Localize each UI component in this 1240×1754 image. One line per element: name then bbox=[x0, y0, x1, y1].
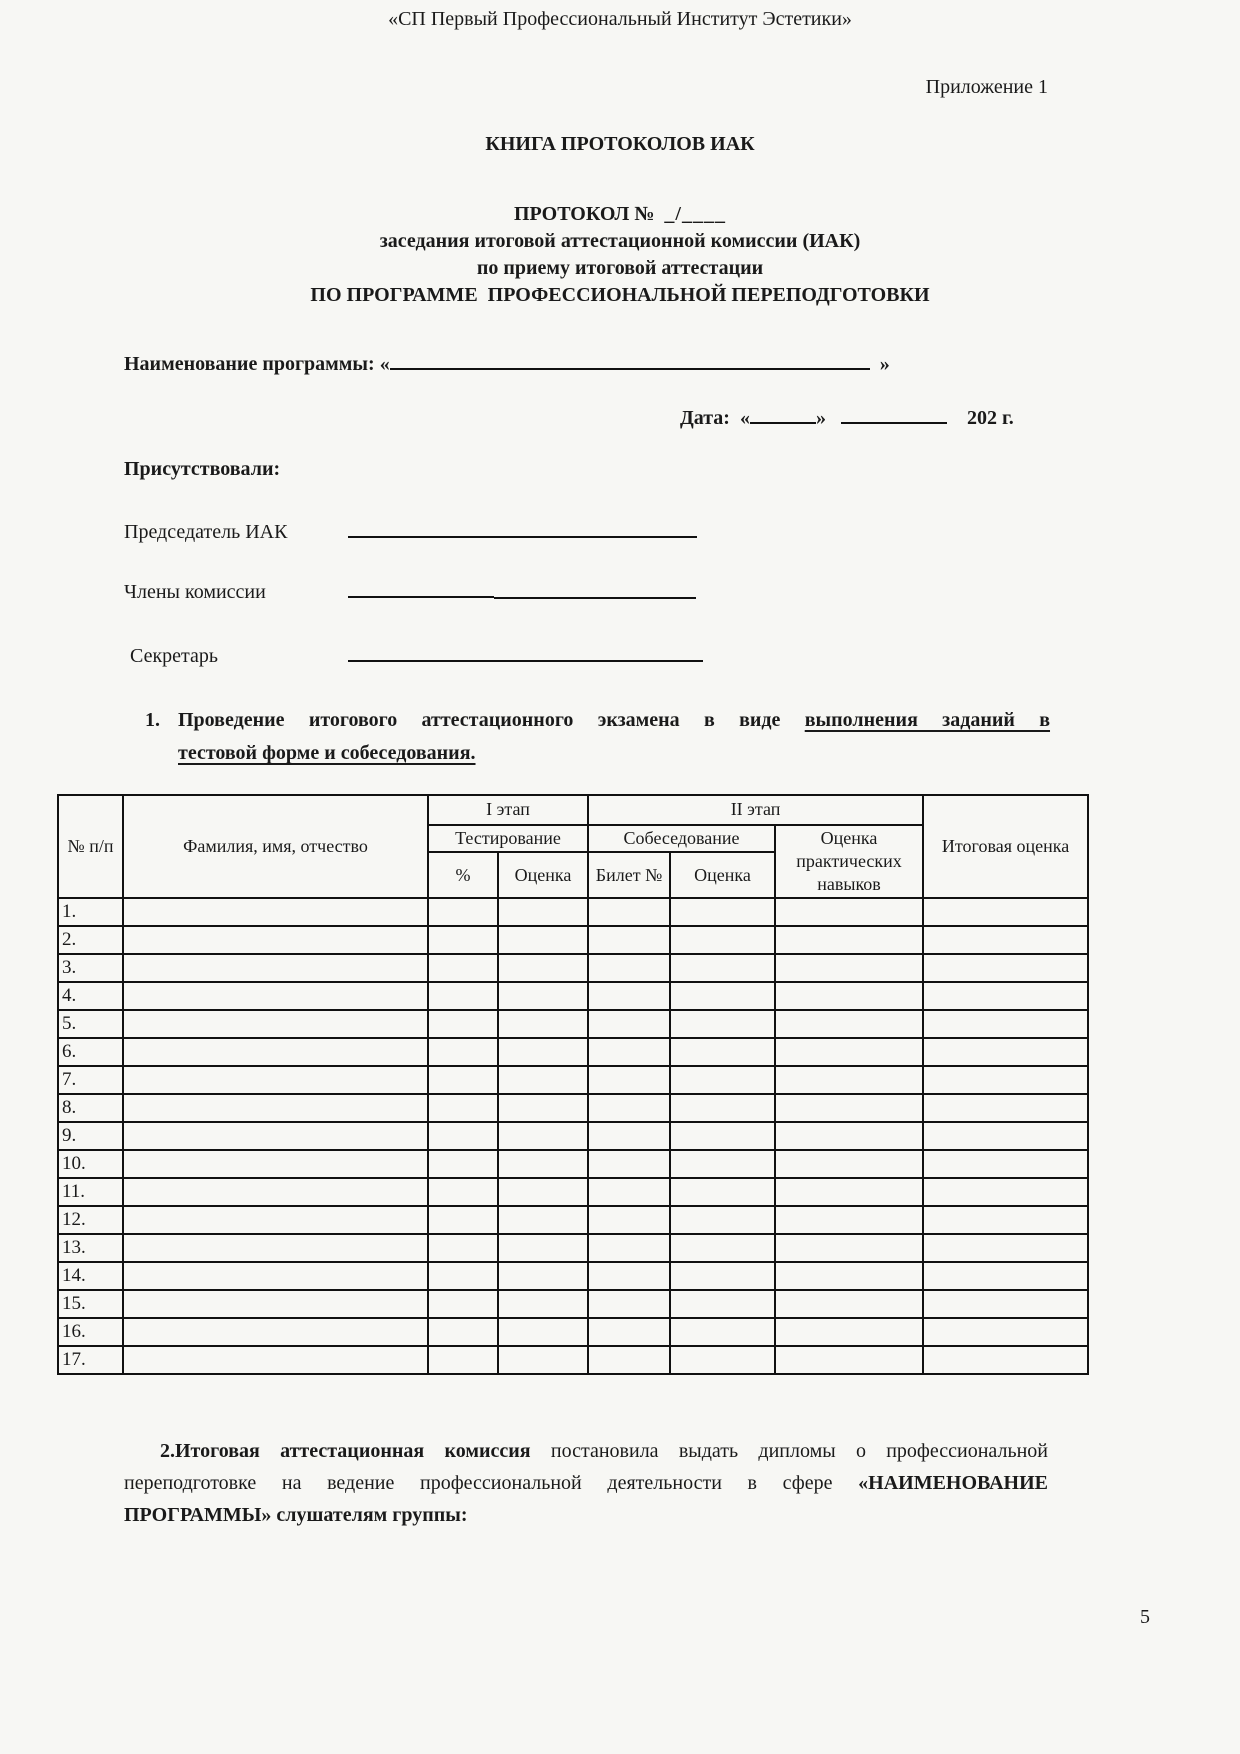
empty-cell bbox=[775, 982, 923, 1010]
empty-cell bbox=[428, 1094, 498, 1122]
item1-underlined-1: выполнения заданий в bbox=[804, 709, 1051, 731]
empty-cell bbox=[923, 1206, 1088, 1234]
col-header-grade-test: Оценка bbox=[498, 852, 588, 898]
secretary-signature-blank bbox=[348, 640, 703, 662]
organization-header: «СП Первый Профессиональный Институт Эстетики» bbox=[388, 8, 852, 30]
table-row bbox=[58, 1234, 1088, 1262]
empty-cell bbox=[123, 1206, 428, 1234]
empty-cell bbox=[428, 1206, 498, 1234]
empty-cell bbox=[428, 898, 498, 926]
empty-cell bbox=[498, 1150, 588, 1178]
book-title: КНИГА ПРОТОКОЛОВ ИАК bbox=[485, 133, 755, 155]
empty-cell bbox=[428, 1290, 498, 1318]
table-row bbox=[58, 1346, 1088, 1374]
row-number-cell: 13. bbox=[58, 1234, 123, 1262]
empty-cell bbox=[670, 926, 775, 954]
annex-label: Приложение 1 bbox=[925, 76, 1048, 98]
empty-cell bbox=[123, 1262, 428, 1290]
empty-cell bbox=[428, 982, 498, 1010]
empty-cell bbox=[923, 1122, 1088, 1150]
empty-cell bbox=[775, 1178, 923, 1206]
empty-cell bbox=[775, 1038, 923, 1066]
item2-plain-2: переподготовке на ведение профессиональной деятельности в сфере bbox=[124, 1472, 833, 1495]
table-row bbox=[58, 1178, 1088, 1206]
empty-cell bbox=[588, 926, 670, 954]
program-close-quote: » bbox=[879, 353, 890, 375]
program-name-line bbox=[124, 348, 1240, 376]
empty-cell bbox=[123, 1038, 428, 1066]
empty-cell bbox=[588, 898, 670, 926]
empty-cell bbox=[588, 1234, 670, 1262]
col-header-num: № п/п bbox=[58, 795, 123, 898]
empty-cell bbox=[923, 1290, 1088, 1318]
item1-line1 bbox=[178, 704, 1050, 737]
empty-cell bbox=[498, 1122, 588, 1150]
empty-cell bbox=[498, 1010, 588, 1038]
empty-cell bbox=[498, 1318, 588, 1346]
empty-cell bbox=[588, 1346, 670, 1374]
date-close-quote: » bbox=[815, 407, 826, 429]
chairman-label: Председатель ИАК bbox=[124, 521, 288, 543]
members-row bbox=[124, 576, 1240, 604]
protocol-title-line bbox=[0, 203, 1240, 226]
empty-cell bbox=[498, 1346, 588, 1374]
empty-cell bbox=[123, 1150, 428, 1178]
empty-cell bbox=[775, 1290, 923, 1318]
empty-cell bbox=[123, 954, 428, 982]
empty-cell bbox=[588, 1178, 670, 1206]
empty-cell bbox=[670, 1066, 775, 1094]
chairman-signature-blank bbox=[348, 516, 697, 538]
empty-cell bbox=[923, 1094, 1088, 1122]
empty-cell bbox=[775, 1066, 923, 1094]
table-row bbox=[58, 926, 1088, 954]
item1-lead-text: Проведение итогового аттестационного экзамена в виде bbox=[178, 709, 781, 731]
empty-cell bbox=[588, 1318, 670, 1346]
row-number-cell: 1. bbox=[58, 898, 123, 926]
row-number-cell: 3. bbox=[58, 954, 123, 982]
col-header-interview: Собеседование bbox=[588, 825, 775, 852]
empty-cell bbox=[123, 1346, 428, 1374]
item1-line2 bbox=[178, 737, 1050, 770]
results-table-body bbox=[58, 898, 1088, 1374]
row-number-cell: 10. bbox=[58, 1150, 123, 1178]
item2-line1 bbox=[124, 1435, 1048, 1467]
empty-cell bbox=[923, 1038, 1088, 1066]
empty-cell bbox=[498, 1178, 588, 1206]
empty-cell bbox=[670, 1010, 775, 1038]
empty-cell bbox=[923, 1234, 1088, 1262]
empty-cell bbox=[588, 1150, 670, 1178]
empty-cell bbox=[775, 898, 923, 926]
empty-cell bbox=[498, 982, 588, 1010]
row-number-cell: 5. bbox=[58, 1010, 123, 1038]
empty-cell bbox=[670, 954, 775, 982]
date-open-quote: « bbox=[739, 407, 750, 429]
protocol-subtitle-1: заседания итоговой аттестационной комиссии (ИАК) bbox=[379, 230, 861, 252]
row-number-cell: 15. bbox=[58, 1290, 123, 1318]
row-number-cell: 9. bbox=[58, 1122, 123, 1150]
empty-cell bbox=[775, 1094, 923, 1122]
members-signature-blank-2 bbox=[494, 577, 696, 599]
table-row bbox=[58, 954, 1088, 982]
item1-underlined-2: тестовой форме и собеседования. bbox=[178, 742, 476, 764]
empty-cell bbox=[923, 1318, 1088, 1346]
empty-cell bbox=[775, 1234, 923, 1262]
table-row bbox=[58, 1206, 1088, 1234]
empty-cell bbox=[588, 1038, 670, 1066]
table-row bbox=[58, 1290, 1088, 1318]
chairman-row bbox=[124, 516, 1240, 544]
col-header-ticket: Билет № bbox=[588, 852, 670, 898]
protocol-subtitle-2: по приему итоговой аттестации bbox=[476, 257, 764, 279]
empty-cell bbox=[428, 1346, 498, 1374]
empty-cell bbox=[588, 1290, 670, 1318]
empty-cell bbox=[428, 1038, 498, 1066]
empty-cell bbox=[775, 1206, 923, 1234]
item2-bold-program-2: ПРОГРАММЫ» слушателям группы: bbox=[124, 1504, 468, 1527]
empty-cell bbox=[498, 1038, 588, 1066]
empty-cell bbox=[670, 898, 775, 926]
empty-cell bbox=[775, 1010, 923, 1038]
date-line bbox=[680, 402, 1240, 430]
empty-cell bbox=[123, 898, 428, 926]
empty-cell bbox=[498, 898, 588, 926]
members-signature-blank-1 bbox=[348, 576, 494, 598]
empty-cell bbox=[588, 954, 670, 982]
row-number-cell: 8. bbox=[58, 1094, 123, 1122]
attendees-title: Присутствовали: bbox=[124, 458, 281, 480]
empty-cell bbox=[588, 1122, 670, 1150]
empty-cell bbox=[428, 1150, 498, 1178]
empty-cell bbox=[498, 1094, 588, 1122]
empty-cell bbox=[498, 954, 588, 982]
date-label: Дата: bbox=[680, 407, 730, 429]
table-row bbox=[58, 1038, 1088, 1066]
table-row bbox=[58, 1262, 1088, 1290]
empty-cell bbox=[428, 1122, 498, 1150]
item2-bold-program-1: «НАИМЕНОВАНИЕ bbox=[858, 1472, 1049, 1495]
empty-cell bbox=[498, 1290, 588, 1318]
row-number-cell: 6. bbox=[58, 1038, 123, 1066]
empty-cell bbox=[670, 1234, 775, 1262]
empty-cell bbox=[670, 1094, 775, 1122]
empty-cell bbox=[498, 1206, 588, 1234]
protocol-title: ПРОТОКОЛ № bbox=[514, 203, 655, 225]
secretary-row bbox=[124, 640, 1240, 668]
row-number-cell: 12. bbox=[58, 1206, 123, 1234]
table-row bbox=[58, 1122, 1088, 1150]
empty-cell bbox=[670, 1318, 775, 1346]
row-number-cell: 11. bbox=[58, 1178, 123, 1206]
empty-cell bbox=[123, 1178, 428, 1206]
empty-cell bbox=[428, 1066, 498, 1094]
empty-cell bbox=[123, 926, 428, 954]
empty-cell bbox=[775, 1346, 923, 1374]
col-header-grade-interview: Оценка bbox=[670, 852, 775, 898]
members-label: Члены комиссии bbox=[124, 581, 266, 603]
empty-cell bbox=[923, 982, 1088, 1010]
item2-line2 bbox=[124, 1467, 1048, 1499]
table-row bbox=[58, 1066, 1088, 1094]
empty-cell bbox=[428, 1318, 498, 1346]
col-header-stage1: I этап bbox=[428, 795, 588, 825]
empty-cell bbox=[670, 1346, 775, 1374]
empty-cell bbox=[923, 1066, 1088, 1094]
item2-paragraph bbox=[124, 1435, 1048, 1531]
col-header-final: Итоговая оценка bbox=[923, 795, 1088, 898]
row-number-cell: 4. bbox=[58, 982, 123, 1010]
empty-cell bbox=[670, 1150, 775, 1178]
item2-line3 bbox=[124, 1499, 1048, 1531]
empty-cell bbox=[775, 1122, 923, 1150]
empty-cell bbox=[923, 926, 1088, 954]
empty-cell bbox=[428, 1010, 498, 1038]
date-day-blank bbox=[750, 402, 816, 424]
empty-cell bbox=[775, 1150, 923, 1178]
empty-cell bbox=[123, 1094, 428, 1122]
row-number-cell: 16. bbox=[58, 1318, 123, 1346]
empty-cell bbox=[588, 1066, 670, 1094]
col-header-percent: % bbox=[428, 852, 498, 898]
table-row bbox=[58, 1150, 1088, 1178]
col-header-name: Фамилия, имя, отчество bbox=[123, 795, 428, 898]
col-header-practical: Оценка практических навыков bbox=[775, 825, 923, 898]
empty-cell bbox=[498, 1066, 588, 1094]
empty-cell bbox=[123, 1066, 428, 1094]
empty-cell bbox=[498, 926, 588, 954]
date-year: 202 г. bbox=[966, 407, 1014, 429]
empty-cell bbox=[428, 954, 498, 982]
empty-cell bbox=[670, 982, 775, 1010]
table-row bbox=[58, 1094, 1088, 1122]
empty-cell bbox=[123, 1290, 428, 1318]
empty-cell bbox=[923, 898, 1088, 926]
empty-cell bbox=[498, 1262, 588, 1290]
empty-cell bbox=[670, 1290, 775, 1318]
empty-cell bbox=[670, 1122, 775, 1150]
item2-bold-lead: 2.Итоговая аттестационная комиссия bbox=[160, 1440, 531, 1463]
table-row bbox=[58, 982, 1088, 1010]
empty-cell bbox=[588, 982, 670, 1010]
empty-cell bbox=[670, 1178, 775, 1206]
item2-plain-1: постановила выдать дипломы о профессиональной bbox=[550, 1440, 1048, 1463]
empty-cell bbox=[923, 1178, 1088, 1206]
empty-cell bbox=[923, 954, 1088, 982]
empty-cell bbox=[588, 1262, 670, 1290]
row-number-cell: 14. bbox=[58, 1262, 123, 1290]
empty-cell bbox=[775, 926, 923, 954]
empty-cell bbox=[923, 1010, 1088, 1038]
empty-cell bbox=[588, 1010, 670, 1038]
results-table bbox=[57, 794, 1089, 1375]
empty-cell bbox=[588, 1094, 670, 1122]
empty-cell bbox=[923, 1262, 1088, 1290]
empty-cell bbox=[923, 1150, 1088, 1178]
table-header-row-1 bbox=[58, 795, 1088, 825]
page-number: 5 bbox=[1140, 1606, 1150, 1628]
empty-cell bbox=[775, 1318, 923, 1346]
empty-cell bbox=[775, 954, 923, 982]
col-header-stage2: II этап bbox=[588, 795, 923, 825]
empty-cell bbox=[775, 1262, 923, 1290]
item1-paragraph bbox=[145, 704, 1051, 770]
item1-number: 1. bbox=[145, 709, 160, 731]
row-number-cell: 2. bbox=[58, 926, 123, 954]
empty-cell bbox=[498, 1234, 588, 1262]
secretary-label: Секретарь bbox=[130, 645, 219, 667]
table-row bbox=[58, 1010, 1088, 1038]
empty-cell bbox=[123, 1234, 428, 1262]
empty-cell bbox=[123, 1010, 428, 1038]
protocol-subtitle-3: ПО ПРОГРАММЕ ПРОФЕССИОНАЛЬНОЙ ПЕРЕПОДГОТОВКИ bbox=[310, 284, 930, 306]
empty-cell bbox=[670, 1262, 775, 1290]
table-row bbox=[58, 1318, 1088, 1346]
empty-cell bbox=[428, 1234, 498, 1262]
protocol-number-blank: _/____ bbox=[664, 203, 726, 225]
empty-cell bbox=[428, 1178, 498, 1206]
empty-cell bbox=[670, 1206, 775, 1234]
empty-cell bbox=[670, 1038, 775, 1066]
table-row bbox=[58, 898, 1088, 926]
empty-cell bbox=[588, 1206, 670, 1234]
row-number-cell: 17. bbox=[58, 1346, 123, 1374]
empty-cell bbox=[428, 1262, 498, 1290]
empty-cell bbox=[428, 926, 498, 954]
program-name-label: Наименование программы: « bbox=[124, 353, 390, 375]
program-name-blank bbox=[390, 348, 870, 370]
date-month-blank bbox=[841, 402, 947, 424]
empty-cell bbox=[923, 1346, 1088, 1374]
empty-cell bbox=[123, 982, 428, 1010]
empty-cell bbox=[123, 1122, 428, 1150]
col-header-testing: Тестирование bbox=[428, 825, 588, 852]
empty-cell bbox=[123, 1318, 428, 1346]
row-number-cell: 7. bbox=[58, 1066, 123, 1094]
